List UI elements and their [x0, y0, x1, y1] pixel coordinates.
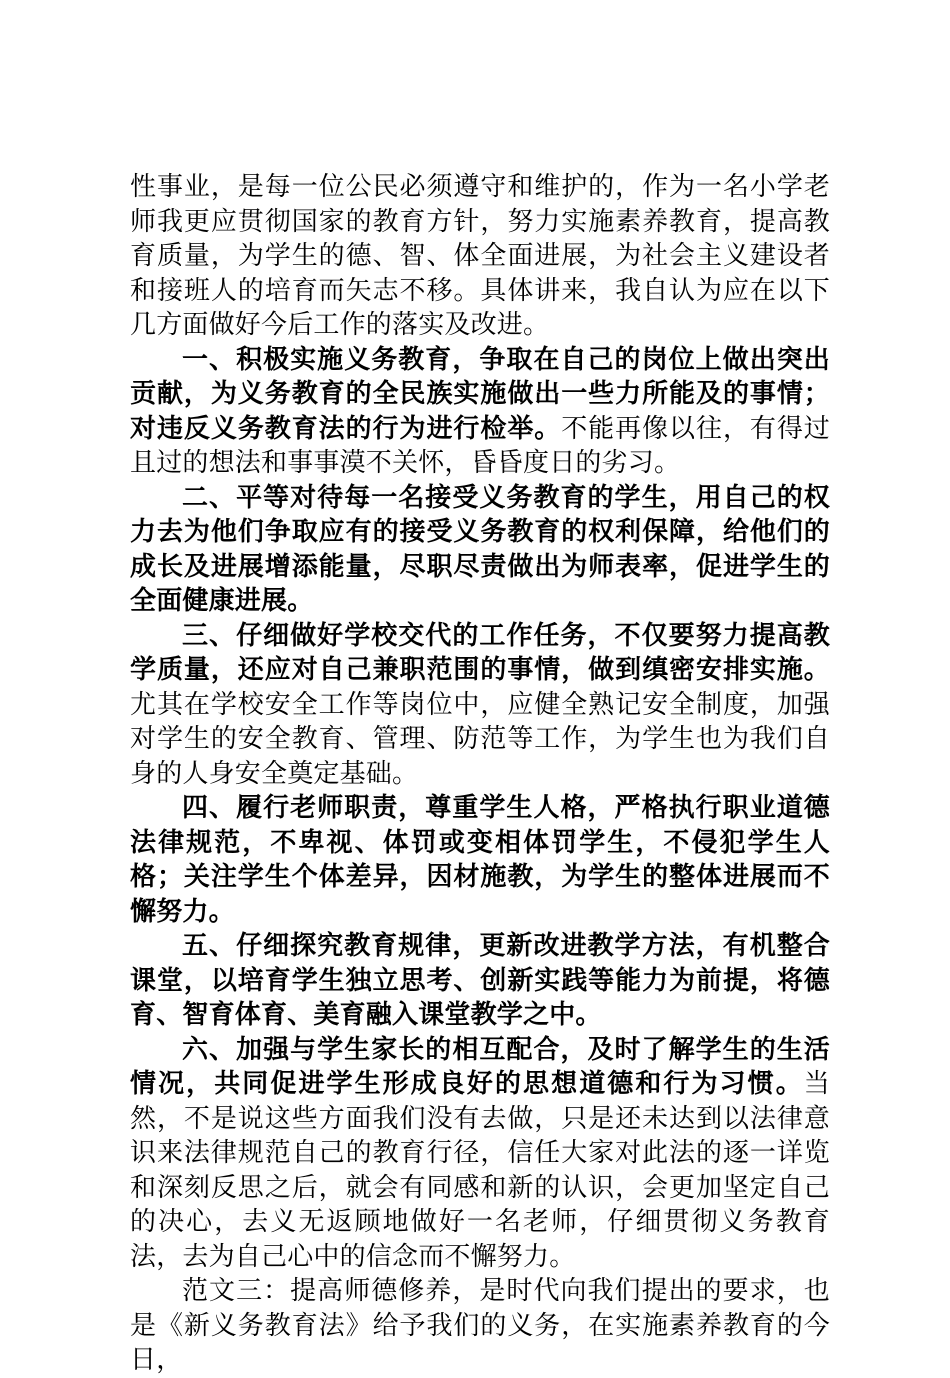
paragraph-sample-three: [130, 1274, 830, 1378]
paragraph-text: 当然，不是说这些方面我们没有去做，只是还未达到以法律意识来法律规范自己的教育行径，信任大家对此法的逐一详览和深刻反思之后，就会有同感和新的认识，会更加坚定自己的决心，去义无返顾地做好一名老师，仔细贯彻义务教育法，去为自己心中的信念而不懈努力。: [130, 1069, 830, 1272]
paragraph-text-bold: 三、仔细做好学校交代的工作任务，不仅要努力提高教学质量，还应对自己兼职范围的事情，做到缜密安排实施。: [130, 620, 830, 685]
paragraph-item-6: [130, 1033, 830, 1275]
paragraph-item-1: [130, 343, 830, 481]
paragraph-text: 性事业，是每一位公民必须遵守和维护的，作为一名小学老师我更应贯彻国家的教育方针，努力实施素养教育，提高教育质量，为学生的德、智、体全面进展，为社会主义建设者和接班人的培育而矢志不移。具体讲来，我自认为应在以下几方面做好今后工作的落实及改进。: [130, 172, 830, 340]
paragraph-item-5: [130, 929, 830, 1033]
paragraph-intro: [130, 170, 830, 343]
paragraph-text-bold: 一、积极实施义务教育，争取在自己的岗位上做出突出贡献，为义务教育的全民族实施做出一些力所能及的事情；对违反义务教育法的行为进行检举。: [130, 344, 830, 444]
paragraph-text: 不能再像以往，有得过且过的想法和事事漠不关怀，昏昏度日的劣习。: [130, 413, 830, 478]
paragraph-text-bold: 五、仔细探究教育规律，更新改进教学方法，有机整合课堂，以培育学生独立思考、创新实践等能力为前提，将德育、智育体育、美育融入课堂教学之中。: [130, 931, 830, 1030]
paragraph-item-3: [130, 619, 830, 792]
paragraph-text-bold: 六、加强与学生家长的相互配合，及时了解学生的生活情况，共同促进学生形成良好的思想道德和行为习惯。: [130, 1034, 830, 1099]
paragraph-text: 范文三：提高师德修养，是时代向我们提出的要求，也是《新义务教育法》给予我们的义务，在实施素养教育的今日，: [130, 1276, 830, 1375]
paragraph-text-bold: 四、履行老师职责，尊重学生人格，严格执行职业道德法律规范，不卑视、体罚或变相体罚学生，不侵犯学生人格；关注学生个体差异，因材施教，为学生的整体进展而不懈努力。: [130, 793, 830, 927]
paragraph-text-bold: 二、平等对待每一名接受义务教育的学生，用自己的权力去为他们争取应有的接受义务教育的权利保障，给他们的成长及进展增添能量，尽职尽责做出为师表率，促进学生的全面健康进展。: [130, 482, 830, 616]
document-page: [130, 170, 830, 1378]
paragraph-text: 尤其在学校安全工作等岗位中，应健全熟记安全制度，加强对学生的安全教育、管理、防范等工作，为学生也为我们自身的人身安全奠定基础。: [130, 689, 830, 789]
paragraph-item-2: [130, 481, 830, 619]
paragraph-item-4: [130, 791, 830, 929]
